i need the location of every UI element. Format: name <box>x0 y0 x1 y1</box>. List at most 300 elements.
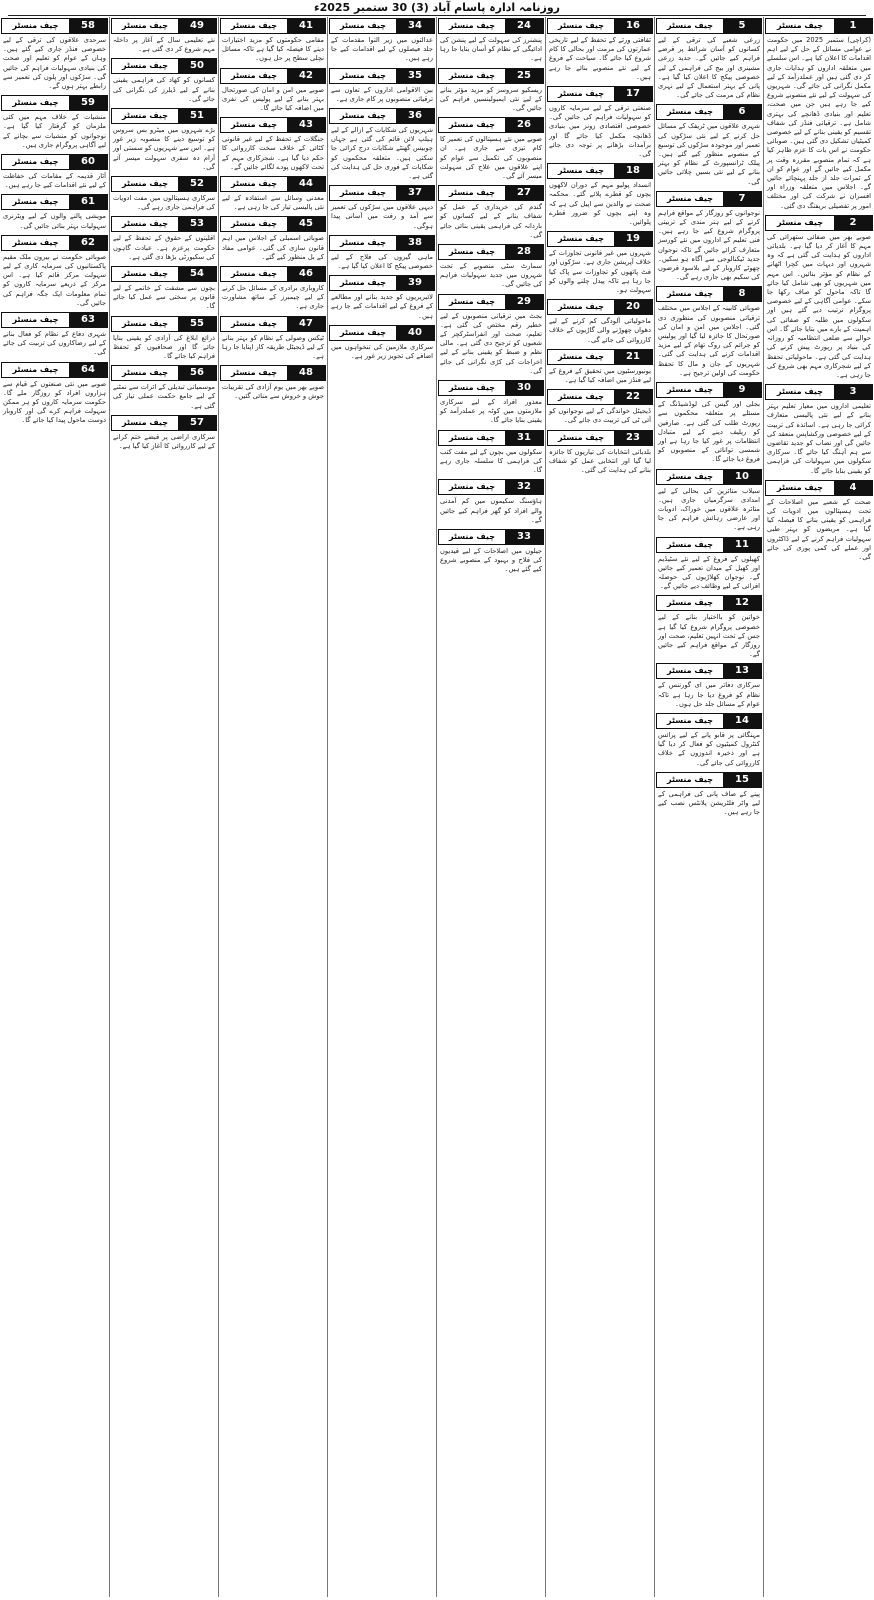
item-number: 8 <box>723 287 761 301</box>
item-header <box>438 18 544 34</box>
news-item <box>219 216 327 265</box>
item-label: چیف منسٹر <box>330 19 396 33</box>
item-label: چیف منسٹر <box>112 177 178 191</box>
news-item <box>437 479 545 528</box>
item-label: چیف منسٹر <box>657 19 723 33</box>
news-item <box>110 18 218 57</box>
news-item <box>546 163 654 230</box>
item-header <box>111 108 217 124</box>
item-number: 42 <box>287 69 325 83</box>
item-header <box>438 380 544 396</box>
item-text: سیلاب متاثرین کی بحالی کے لیے امدادی سرگرمیاں جاری ہیں۔ متاثرہ علاقوں میں خوراک، ادویات اور عارضی رہائش فراہم کی جا رہی ہے۔ <box>658 486 760 532</box>
item-number: 25 <box>505 69 543 83</box>
item-label: چیف منسٹر <box>330 326 396 340</box>
item-header <box>656 713 762 729</box>
item-header <box>438 529 544 545</box>
item-number: 57 <box>178 416 216 430</box>
item-number: 55 <box>178 317 216 331</box>
item-number: 14 <box>723 714 761 728</box>
item-number: 30 <box>505 381 543 395</box>
item-number: 18 <box>614 164 652 178</box>
news-item <box>219 117 327 175</box>
item-header <box>1 18 108 34</box>
item-text: سرکاری اراضی پر قبضے ختم کرانے کے لیے کارروائی کا آغاز کیا گیا ہے۔ <box>113 432 215 451</box>
item-header <box>547 18 653 34</box>
item-header <box>220 18 326 34</box>
item-text: تعلیمی اداروں میں معیار تعلیم بہتر بنانے کے لیے نئی پالیسی متعارف کرائی جا رہی ہے۔ اساتذہ کی تربیت کے لیے خصوصی ورکشاپس منعقد کی جائیں گی اور نصاب کو جدید تقاضوں سے ہم آہنگ کیا جائے گا۔ سرکاری سکولوں میں سہولیات کی فراہمی کو یقینی بنایا جائے گا۔ <box>767 402 871 475</box>
item-number: 35 <box>396 69 434 83</box>
item-header <box>547 430 653 446</box>
item-label: چیف منسٹر <box>657 470 723 484</box>
item-text: شہریوں کی شکایات کے ازالے کے لیے ہیلپ لائن قائم کی گئی ہے جہاں چوبیس گھنٹے شکایات درج کرائی جا سکتی ہیں۔ متعلقہ محکموں کو شکایات کے فوری حل کی ہدایت کی گئی ہے۔ <box>331 126 433 181</box>
item-number: 44 <box>287 177 325 191</box>
item-text: صوبائی حکومت نے بیرون ملک مقیم پاکستانیوں کی سرمایہ کاری کے لیے سہولت مرکز قائم کیا ہے۔ اس مرکز کے ذریعے سرمایہ کاروں کو تمام معلومات ایک جگہ فراہم کی جائیں گی۔ <box>3 252 106 307</box>
item-header <box>1 95 108 111</box>
item-number: 40 <box>396 326 434 340</box>
news-item <box>655 191 763 286</box>
item-header <box>438 430 544 446</box>
news-item <box>655 595 763 662</box>
item-number: 47 <box>287 317 325 331</box>
item-text: آثار قدیمہ کے مقامات کی حفاظت کے لیے نئے اقدامات کیے جا رہے ہیں۔ <box>3 172 106 190</box>
item-label: چیف منسٹر <box>439 69 505 83</box>
news-item <box>0 312 109 361</box>
news-item <box>655 537 763 595</box>
news-item <box>328 108 436 184</box>
news-item <box>219 68 327 117</box>
item-text: سرکاری ملازمین کی تنخواہوں میں اضافے کی تجویز زیر غور ہے۔ <box>331 342 433 361</box>
item-number: 49 <box>178 19 216 33</box>
item-number: 59 <box>69 96 107 110</box>
item-label: چیف منسٹر <box>2 313 69 327</box>
item-label: چیف منسٹر <box>112 59 178 73</box>
item-text: پینے کے صاف پانی کی فراہمی کے لیے واٹر فلٹریشن پلانٹس نصب کیے جا رہے ہیں۔ <box>658 789 760 817</box>
item-label: چیف منسٹر <box>548 431 614 445</box>
item-header <box>656 286 762 302</box>
column-2 <box>654 17 763 1597</box>
news-item <box>328 235 436 274</box>
item-number: 53 <box>178 217 216 231</box>
news-item <box>328 185 436 234</box>
news-item <box>546 389 654 428</box>
item-number: 46 <box>287 267 325 281</box>
item-label: چیف منسٹر <box>112 217 178 231</box>
item-text: مویشی پالنے والوں کے لیے ویٹرنری سہولیات بہتر بنائی جائیں گی۔ <box>3 212 106 230</box>
item-label: چیف منسٹر <box>548 87 614 101</box>
item-header <box>111 365 217 381</box>
news-item <box>655 469 763 536</box>
news-item <box>110 176 218 215</box>
item-header <box>220 216 326 232</box>
item-label: چیف منسٹر <box>221 19 287 33</box>
item-header <box>656 104 762 120</box>
news-item <box>437 117 545 184</box>
news-item <box>328 325 436 364</box>
news-item <box>437 18 545 67</box>
item-label: چیف منسٹر <box>766 481 834 495</box>
item-header <box>547 299 653 315</box>
item-text: خواتین کو بااختیار بنانے کے لیے خصوصی پروگرام شروع کیا گیا ہے جس کے تحت انہیں تعلیم، صحت اور روزگار کے مواقع فراہم کیے جائیں گے۔ <box>658 613 760 659</box>
item-number: 56 <box>178 366 216 380</box>
item-header <box>329 235 435 251</box>
item-header <box>1 194 108 210</box>
news-item <box>546 231 654 298</box>
item-header <box>656 18 762 34</box>
item-text: شہری دفاع کے نظام کو فعال بنانے کے لیے رضاکاروں کی تربیت کی جائے گی۔ <box>3 330 106 357</box>
item-label: چیف منسٹر <box>657 383 723 397</box>
item-label: چیف منسٹر <box>439 186 505 200</box>
item-header <box>656 469 762 485</box>
item-text: سرکاری ہسپتالوں میں مفت ادویات کی فراہمی جاری رہے گی۔ <box>113 194 215 212</box>
news-item <box>655 382 763 467</box>
item-number: 22 <box>614 390 652 404</box>
item-label: چیف منسٹر <box>439 19 505 33</box>
item-text: انسداد پولیو مہم کے دوران لاکھوں بچوں کو قطرے پلائے گئے۔ محکمہ صحت نے والدین سے اپیل کی ہے کہ وہ اپنے بچوں کو ضرور قطرے پلوائیں۔ <box>549 181 651 227</box>
news-item <box>0 95 109 153</box>
item-number: 64 <box>69 363 107 377</box>
item-number: 6 <box>723 105 761 119</box>
item-number: 51 <box>178 109 216 123</box>
item-header <box>438 244 544 260</box>
item-number: 11 <box>723 538 761 552</box>
item-label: چیف منسٹر <box>2 236 69 250</box>
item-label: چیف منسٹر <box>112 416 178 430</box>
item-number: 27 <box>505 186 543 200</box>
news-item <box>328 18 436 67</box>
news-item <box>655 772 763 821</box>
item-number: 36 <box>396 109 434 123</box>
item-label: چیف منسٹر <box>330 109 396 123</box>
item-number: 1 <box>834 19 872 33</box>
item-text: پنشنرز کی سہولت کے لیے پنشن کی ادائیگی کے نظام کو آسان بنایا جا رہا ہے۔ <box>440 36 542 63</box>
news-item <box>110 415 218 454</box>
item-number: 2 <box>834 216 872 230</box>
item-text: جنگلات کے تحفظ کے لیے غیر قانونی کٹائی کے خلاف سخت کارروائی کا حکم دیا گیا ہے۔ شجرکاری مہم کے تحت لاکھوں پودے لگائے جائیں گے۔ <box>222 135 324 171</box>
item-header <box>220 316 326 332</box>
news-item <box>437 380 545 429</box>
news-item <box>437 68 545 117</box>
item-label: چیف منسٹر <box>548 164 614 178</box>
news-item <box>655 713 763 771</box>
item-text: ڈیجیٹل خواندگی کے لیے نوجوانوں کو آئی ٹی کی تربیت دی جائے گی۔ <box>549 407 651 425</box>
news-item <box>0 154 109 193</box>
item-header <box>220 117 326 133</box>
item-header <box>765 480 873 496</box>
item-label: چیف منسٹر <box>766 19 834 33</box>
item-text: صوبائی اسمبلی کے اجلاس میں اہم قانون سازی کی گئی۔ عوامی مفاد کے بل منظور کیے گئے۔ <box>222 234 324 261</box>
item-header <box>220 68 326 84</box>
news-item <box>655 286 763 381</box>
item-number: 45 <box>287 217 325 231</box>
item-number: 39 <box>396 276 434 290</box>
item-label: چیف منسٹر <box>548 300 614 314</box>
item-text: مہنگائی پر قابو پانے کے لیے پرائس کنٹرول کمیٹیوں کو فعال کر دیا گیا ہے اور ذخیرہ اندوزوں کے خلاف کارروائی کی جائے گی۔ <box>658 730 760 767</box>
item-number: 48 <box>287 366 325 380</box>
item-number: 7 <box>723 192 761 206</box>
item-text: ذرائع ابلاغ کی آزادی کو یقینی بنایا جائے گا اور صحافیوں کو تحفظ فراہم کیا جائے گا۔ <box>113 333 215 361</box>
item-header <box>220 266 326 282</box>
item-text: ماحولیاتی آلودگی کم کرنے کے لیے دھواں چھوڑنے والی گاڑیوں کے خلاف کارروائی کی جائے گی۔ <box>549 317 651 344</box>
item-label: چیف منسٹر <box>439 480 505 494</box>
news-item <box>219 266 327 315</box>
item-number: 19 <box>614 232 652 246</box>
item-number: 9 <box>723 383 761 397</box>
item-label: چیف منسٹر <box>548 390 614 404</box>
item-header <box>547 86 653 102</box>
item-text: گندم کی خریداری کے عمل کو شفاف بنانے کے لیے کسانوں کو باردانہ کی فراہمی یقینی بنائی جائے گی۔ <box>440 203 542 239</box>
item-number: 38 <box>396 236 434 250</box>
item-header <box>656 537 762 553</box>
item-text: کھیلوں کے فروغ کے لیے نئے سٹیڈیم اور کھیل کے میدان تعمیر کیے جائیں گے۔ نوجوان کھلاڑیوں کی حوصلہ افزائی کے لیے وظائف دیے جائیں گے۔ <box>658 554 760 591</box>
item-number: 23 <box>614 431 652 445</box>
item-header <box>547 231 653 247</box>
news-item <box>328 275 436 324</box>
item-header <box>111 18 217 34</box>
item-header <box>329 325 435 341</box>
column-3 <box>545 17 654 1597</box>
item-label: چیف منسٹر <box>548 232 614 246</box>
item-header <box>220 176 326 192</box>
item-number: 34 <box>396 19 434 33</box>
item-label: چیف منسٹر <box>221 317 287 331</box>
item-header <box>1 235 108 251</box>
item-header <box>547 163 653 179</box>
item-text: صوبے میں نئی صنعتوں کے قیام سے ہزاروں افراد کو روزگار ملے گا۔ حکومت سرمایہ کاروں کو ہر ممکن سہولت فراہم کرے گی اور کاروبار دوست ماحول پیدا کیا جائے گا۔ <box>3 379 106 425</box>
news-item <box>764 384 874 479</box>
news-item <box>110 316 218 365</box>
item-text: مقامی حکومتوں کو مزید اختیارات دینے کا فیصلہ کیا گیا ہے تاکہ مسائل نچلی سطح پر حل ہوں۔ <box>222 36 324 63</box>
item-number: 17 <box>614 87 652 101</box>
item-text: شہروں میں غیر قانونی تجاوزات کے خلاف آپریشن جاری ہے۔ سڑکوں اور فٹ پاتھوں کو تجاوزات سے پاک کیا جا رہا ہے تاکہ پیدل چلنے والوں کو سہولت ہو۔ <box>549 249 651 295</box>
item-label: چیف منسٹر <box>221 177 287 191</box>
item-number: 37 <box>396 186 434 200</box>
news-item <box>0 194 109 233</box>
item-label: چیف منسٹر <box>2 19 69 33</box>
item-text: سرکاری دفاتر میں ای گورننس کے نظام کو فروغ دیا جا رہا ہے تاکہ عوام کے مسائل جلد حل ہوں۔ <box>658 681 760 708</box>
item-label: چیف منسٹر <box>766 385 834 399</box>
item-number: 54 <box>178 267 216 281</box>
column-5 <box>327 17 436 1597</box>
item-header <box>438 185 544 201</box>
item-text: اقلیتوں کے حقوق کے تحفظ کے لیے حکومت پرعزم ہے۔ عبادت گاہوں کی سکیورٹی بڑھا دی گئی ہے۔ <box>113 234 215 261</box>
item-label: چیف منسٹر <box>112 19 178 33</box>
item-text: صوبے بھر میں صفائی ستھرائی کی مہم کا آغاز کر دیا گیا ہے۔ بلدیاتی اداروں کو ہدایت کی گئی ہے کہ وہ شہروں اور دیہات میں کچرا اٹھانے کے نظام کو مؤثر بنائیں۔ اس مہم میں شہریوں کو بھی شامل کیا جائے گا تاکہ ماحول کو صاف رکھا جا سکے۔ عوامی آگاہی کے لیے خصوصی پروگرام ترتیب دیے گئے ہیں اور سکولوں میں طلبہ کو صفائی کی اہمیت کے بارے میں بتایا جائے گا۔ اس حوالے سے ضلعی انتظامیہ کو روزانہ کی بنیاد پر رپورٹ پیش کرنے کی ہدایت کی گئی ہے۔ ماحولیاتی تحفظ کے لیے شجرکاری مہم بھی شروع کی جا رہی ہے۔ <box>767 232 871 379</box>
item-header <box>656 191 762 207</box>
item-number: 43 <box>287 118 325 132</box>
item-header <box>765 18 873 34</box>
column-7 <box>109 17 218 1597</box>
item-label: چیف منسٹر <box>221 69 287 83</box>
item-header <box>111 316 217 332</box>
item-text: بچوں سے مشقت کے خاتمے کے لیے قانون پر سختی سے عمل کیا جائے گا۔ <box>113 284 215 311</box>
item-text: لائبریریوں کو جدید بنانے اور مطالعے کے فروغ کے لیے اقدامات کیے جا رہے ہیں۔ <box>331 293 433 320</box>
item-text: کاروباری برادری کے مسائل حل کرنے کے لیے چیمبرز کے ساتھ مشاورت جاری ہے۔ <box>222 284 324 311</box>
item-label: چیف منسٹر <box>766 216 834 230</box>
item-number: 41 <box>287 19 325 33</box>
item-text: ماہی گیروں کی فلاح کے لیے خصوصی پیکج کا اعلان کیا گیا ہے۔ <box>331 252 433 271</box>
news-item <box>0 18 109 94</box>
item-header <box>329 18 435 34</box>
item-number: 12 <box>723 596 761 610</box>
news-item <box>437 244 545 293</box>
item-text: نئے تعلیمی سال کے آغاز پر داخلہ مہم شروع کر دی گئی ہے۔ <box>113 36 215 54</box>
item-number: 24 <box>505 19 543 33</box>
news-item <box>437 294 545 379</box>
item-number: 10 <box>723 470 761 484</box>
news-item <box>546 430 654 479</box>
item-header <box>656 663 762 679</box>
item-label: چیف منسٹر <box>439 295 505 309</box>
item-text: کسانوں کو کھاد کی فراہمی یقینی بنانے کے لیے ڈیلرز کی نگرانی کی جائے گی۔ <box>113 76 215 103</box>
item-label: چیف منسٹر <box>439 431 505 445</box>
item-text: بڑے شہروں میں میٹرو بس سروس کو توسیع دینے کا منصوبہ زیر غور ہے۔ اس سے شہریوں کو سستی اور آرام دہ سفری سہولت میسر آئے گی۔ <box>113 126 215 171</box>
item-label: چیف منسٹر <box>657 714 723 728</box>
news-item <box>546 86 654 162</box>
column-4 <box>436 17 545 1597</box>
item-header <box>1 312 108 328</box>
item-header <box>329 68 435 84</box>
item-text: بین الاقوامی اداروں کے تعاون سے ترقیاتی منصوبوں پر کام جاری ہے۔ <box>331 85 433 103</box>
item-text: ثقافتی ورثے کے تحفظ کے لیے تاریخی عمارتوں کی مرمت اور بحالی کا کام شروع کیا جائے گا۔ سیاحت کے فروغ کے لیے نئے منصوبے بنائے جا رہے ہیں۔ <box>549 36 651 81</box>
news-item <box>655 663 763 712</box>
column-1 <box>763 17 874 1597</box>
item-number: 21 <box>614 350 652 364</box>
item-label: چیف منسٹر <box>112 109 178 123</box>
item-number: 26 <box>505 118 543 132</box>
item-text: صنعتی ترقی کے لیے سرمایہ کاروں کو سہولیات فراہم کی جائیں گی۔ خصوصی اقتصادی زونز میں بنیادی ڈھانچہ مکمل کیا جائے گا اور برآمدات بڑھانے پر توجہ دی جائے گی۔ <box>549 104 651 159</box>
item-text: معدنی وسائل سے استفادہ کے لیے نئی پالیسی تیار کی جا رہی ہے۔ <box>222 194 324 212</box>
item-header <box>656 595 762 611</box>
item-text: ہاؤسنگ سکیموں میں کم آمدنی والے افراد کو گھر فراہم کیے جائیں گے۔ <box>440 497 542 524</box>
page-header <box>0 0 874 16</box>
item-number: 31 <box>505 431 543 445</box>
item-text: بجٹ میں ترقیاتی منصوبوں کے لیے خطیر رقم مختص کی گئی ہے۔ تعلیم، صحت اور انفراسٹرکچر کے شعبوں کو ترجیح دی گئی ہے۔ مالی نظم و ضبط کو یقینی بنانے کے لیے اخراجات کی کڑی نگرانی کی جائے گی۔ <box>440 311 542 375</box>
news-item <box>110 216 218 265</box>
item-text: صحت کے شعبے میں اصلاحات کے تحت ہسپتالوں میں ادویات کی فراہمی کو یقینی بنانے کا فیصلہ کیا گیا ہے۔ مریضوں کو بہتر طبی سہولیات فراہم کرنے کے لیے ڈاکٹروں اور عملے کی کمی پوری کی جائے گی۔ <box>767 497 871 561</box>
news-item <box>219 316 327 365</box>
item-header <box>547 349 653 365</box>
item-label: چیف منسٹر <box>330 186 396 200</box>
item-header <box>329 185 435 201</box>
item-label: چیف منسٹر <box>112 267 178 281</box>
item-header <box>656 772 762 788</box>
item-header <box>438 479 544 495</box>
item-label: چیف منسٹر <box>657 596 723 610</box>
item-label: چیف منسٹر <box>330 276 396 290</box>
news-item <box>0 362 109 429</box>
item-header <box>111 415 217 431</box>
item-text: جیلوں میں اصلاحات کے لیے قیدیوں کی فلاح و بہبود کے منصوبے شروع کیے گئے ہیں۔ <box>440 546 542 574</box>
news-item <box>655 104 763 189</box>
item-label: چیف منسٹر <box>439 530 505 544</box>
item-text: ریسکیو سروسز کو مزید مؤثر بنانے کے لیے نئی ایمبولینسیں فراہم کی جائیں گی۔ <box>440 85 542 113</box>
item-header <box>1 362 108 378</box>
item-header <box>547 389 653 405</box>
item-label: چیف منسٹر <box>439 118 505 132</box>
item-number: 50 <box>178 59 216 73</box>
item-label: چیف منسٹر <box>2 195 69 209</box>
item-text: معذور افراد کے لیے سرکاری ملازمتوں میں کوٹہ پر عملدرآمد کو یقینی بنایا جائے گا۔ <box>440 398 542 425</box>
item-label: چیف منسٹر <box>657 105 723 119</box>
item-header <box>111 266 217 282</box>
item-number: 3 <box>834 385 872 399</box>
item-header <box>438 294 544 310</box>
item-label: چیف منسٹر <box>2 96 69 110</box>
news-item <box>764 215 874 383</box>
news-item <box>764 480 874 565</box>
item-number: 63 <box>69 313 107 327</box>
item-text: بجلی اور گیس کی لوڈشیڈنگ کے مسئلے پر متعلقہ محکموں سے رپورٹ طلب کی گئی ہے۔ صارفین کو ریلیف دینے کے لیے متبادل انتظامات پر غور کیا جا رہا ہے اور شمسی توانائی کے منصوبوں کو فروغ دیا جائے گا۔ <box>658 400 760 464</box>
item-text: موسمیاتی تبدیلی کے اثرات سے نمٹنے کے لیے جامع حکمت عملی تیار کی گئی ہے۔ <box>113 383 215 410</box>
news-item <box>437 185 545 243</box>
item-text: دیہی علاقوں میں سڑکوں کی تعمیر سے آمد و رفت میں آسانی پیدا ہوگی۔ <box>331 203 433 230</box>
item-header <box>329 108 435 124</box>
page-header-title: روزنامہ ادارہ پاسام آباد (3) 30 ستمبر 2025ء <box>313 1 561 14</box>
item-text: شہری علاقوں میں ٹریفک کے مسائل حل کرنے کے لیے نئی سڑکوں کی تعمیر اور موجودہ سڑکوں کی توسیع کے منصوبے منظور کیے گئے ہیں۔ پبلک ٹرانسپورٹ کے نظام کو بہتر بنانے کے لیے نئی بسیں چلائی جائیں گی۔ <box>658 122 760 186</box>
news-item <box>110 365 218 414</box>
item-number: 5 <box>723 19 761 33</box>
item-number: 61 <box>69 195 107 209</box>
item-label: چیف منسٹر <box>657 773 723 787</box>
item-label: چیف منسٹر <box>330 236 396 250</box>
item-text: زرعی شعبے کی ترقی کے لیے کسانوں کو آسان شرائط پر قرضے فراہم کیے جائیں گے۔ جدید زرعی مشینری اور بیج کی فراہمی کے لیے خصوصی پیکج کا اعلان کیا گیا ہے۔ پانی کے بہتر استعمال کے لیے نہری نظام کی مرمت کی جائے گی۔ <box>658 36 760 100</box>
item-label: چیف منسٹر <box>221 118 287 132</box>
news-item <box>546 349 654 388</box>
news-item <box>546 299 654 348</box>
news-item <box>110 266 218 315</box>
item-label: چیف منسٹر <box>548 350 614 364</box>
item-label: چیف منسٹر <box>330 69 396 83</box>
item-header <box>765 215 873 231</box>
item-label: چیف منسٹر <box>657 192 723 206</box>
item-number: 29 <box>505 295 543 309</box>
news-item <box>219 18 327 67</box>
item-header <box>220 365 326 381</box>
item-header <box>1 154 108 170</box>
item-label: چیف منسٹر <box>657 287 723 301</box>
item-label: چیف منسٹر <box>439 381 505 395</box>
news-item <box>764 18 874 214</box>
item-number: 15 <box>723 773 761 787</box>
item-label: چیف منسٹر <box>548 19 614 33</box>
news-item <box>219 365 327 404</box>
item-label: چیف منسٹر <box>657 538 723 552</box>
news-item <box>110 108 218 175</box>
news-item <box>110 58 218 107</box>
item-text: صوبے بھر میں یوم آزادی کی تقریبات جوش و خروش سے منائی گئیں۔ <box>222 383 324 401</box>
item-number: 13 <box>723 664 761 678</box>
column-8 <box>0 17 109 1597</box>
item-label: چیف منسٹر <box>112 366 178 380</box>
item-text: منشیات کے خلاف مہم میں کئی ملزمان کو گرفتار کیا گیا ہے۔ نوجوانوں کو منشیات سے بچانے کے لیے آگاہی پروگرام جاری ہیں۔ <box>3 113 106 149</box>
item-text: نوجوانوں کو روزگار کے مواقع فراہم کرنے کے لیے ہنر مندی کے تربیتی پروگرام شروع کیے جا رہے ہیں۔ فنی تعلیم کے اداروں میں نئے کورسز متعارف کرائے جائیں گے تاکہ نوجوان جدید ٹیکنالوجی سے آگاہ ہو سکیں۔ چھوٹے کاروبار کے لیے بلاسود قرضوں کی سکیم بھی جاری رہے گی۔ <box>658 208 760 282</box>
item-text: صوبے میں امن و امان کی صورتحال بہتر بنانے کے لیے پولیس کی نفری میں اضافہ کیا جائے گا۔ <box>222 85 324 113</box>
item-header <box>438 117 544 133</box>
item-number: 4 <box>834 481 872 495</box>
item-text: ٹیکس وصولی کے نظام کو بہتر بنانے کے لیے ڈیجیٹل طریقہ کار اپنایا جا رہا ہے۔ <box>222 333 324 361</box>
item-header <box>111 176 217 192</box>
item-text: بلدیاتی انتخابات کی تیاریوں کا جائزہ لیا گیا اور انتخابی عمل کو شفاف بنانے کی ہدایت کی گئی۔ <box>549 447 651 475</box>
news-item <box>655 18 763 103</box>
item-text: (کراچی) ستمبر 2025 میں حکومت نے عوامی مسائل کے حل کے لیے اہم اقدامات کا اعلان کیا ہے۔ اس سلسلے میں متعلقہ اداروں کو ہدایات جاری کر دی گئی ہیں اور عملدرآمد کے لیے مکمل نگرانی کی جائے گی۔ شہریوں کی سہولت کے لیے نئے منصوبے شروع کیے جا رہے ہیں جن میں صحت، تعلیم اور بنیادی ڈھانچے کی بہتری شامل ہے۔ ترقیاتی فنڈز کی شفاف تقسیم کو یقینی بنانے کے لیے خصوصی کمیٹیاں تشکیل دی گئی ہیں۔ صوبائی حکومت نے اس بات کا عزم ظاہر کیا ہے کہ تمام منصوبے مقررہ وقت پر مکمل کیے جائیں گے اور عوام کو ان کے ثمرات جلد از جلد پہنچائے جائیں گے۔ اجلاس میں متعلقہ وزراء اور افسران نے شرکت کی اور مختلف امور پر تفصیلی بریفنگ دی گئی۔ <box>767 36 872 210</box>
news-item <box>328 68 436 107</box>
item-number: 28 <box>505 245 543 259</box>
item-text: سرحدی علاقوں کی ترقی کے لیے خصوصی فنڈز جاری کیے گئے ہیں۔ وہاں کے عوام کو تعلیم اور صحت کی بنیادی سہولیات فراہم کی جائیں گی۔ سڑکوں اور پلوں کی تعمیر سے رابطے بہتر ہوں گے۔ <box>3 36 106 91</box>
item-label: چیف منسٹر <box>221 217 287 231</box>
item-number: 60 <box>69 155 107 169</box>
item-label: چیف منسٹر <box>439 245 505 259</box>
header-rule <box>8 15 866 16</box>
